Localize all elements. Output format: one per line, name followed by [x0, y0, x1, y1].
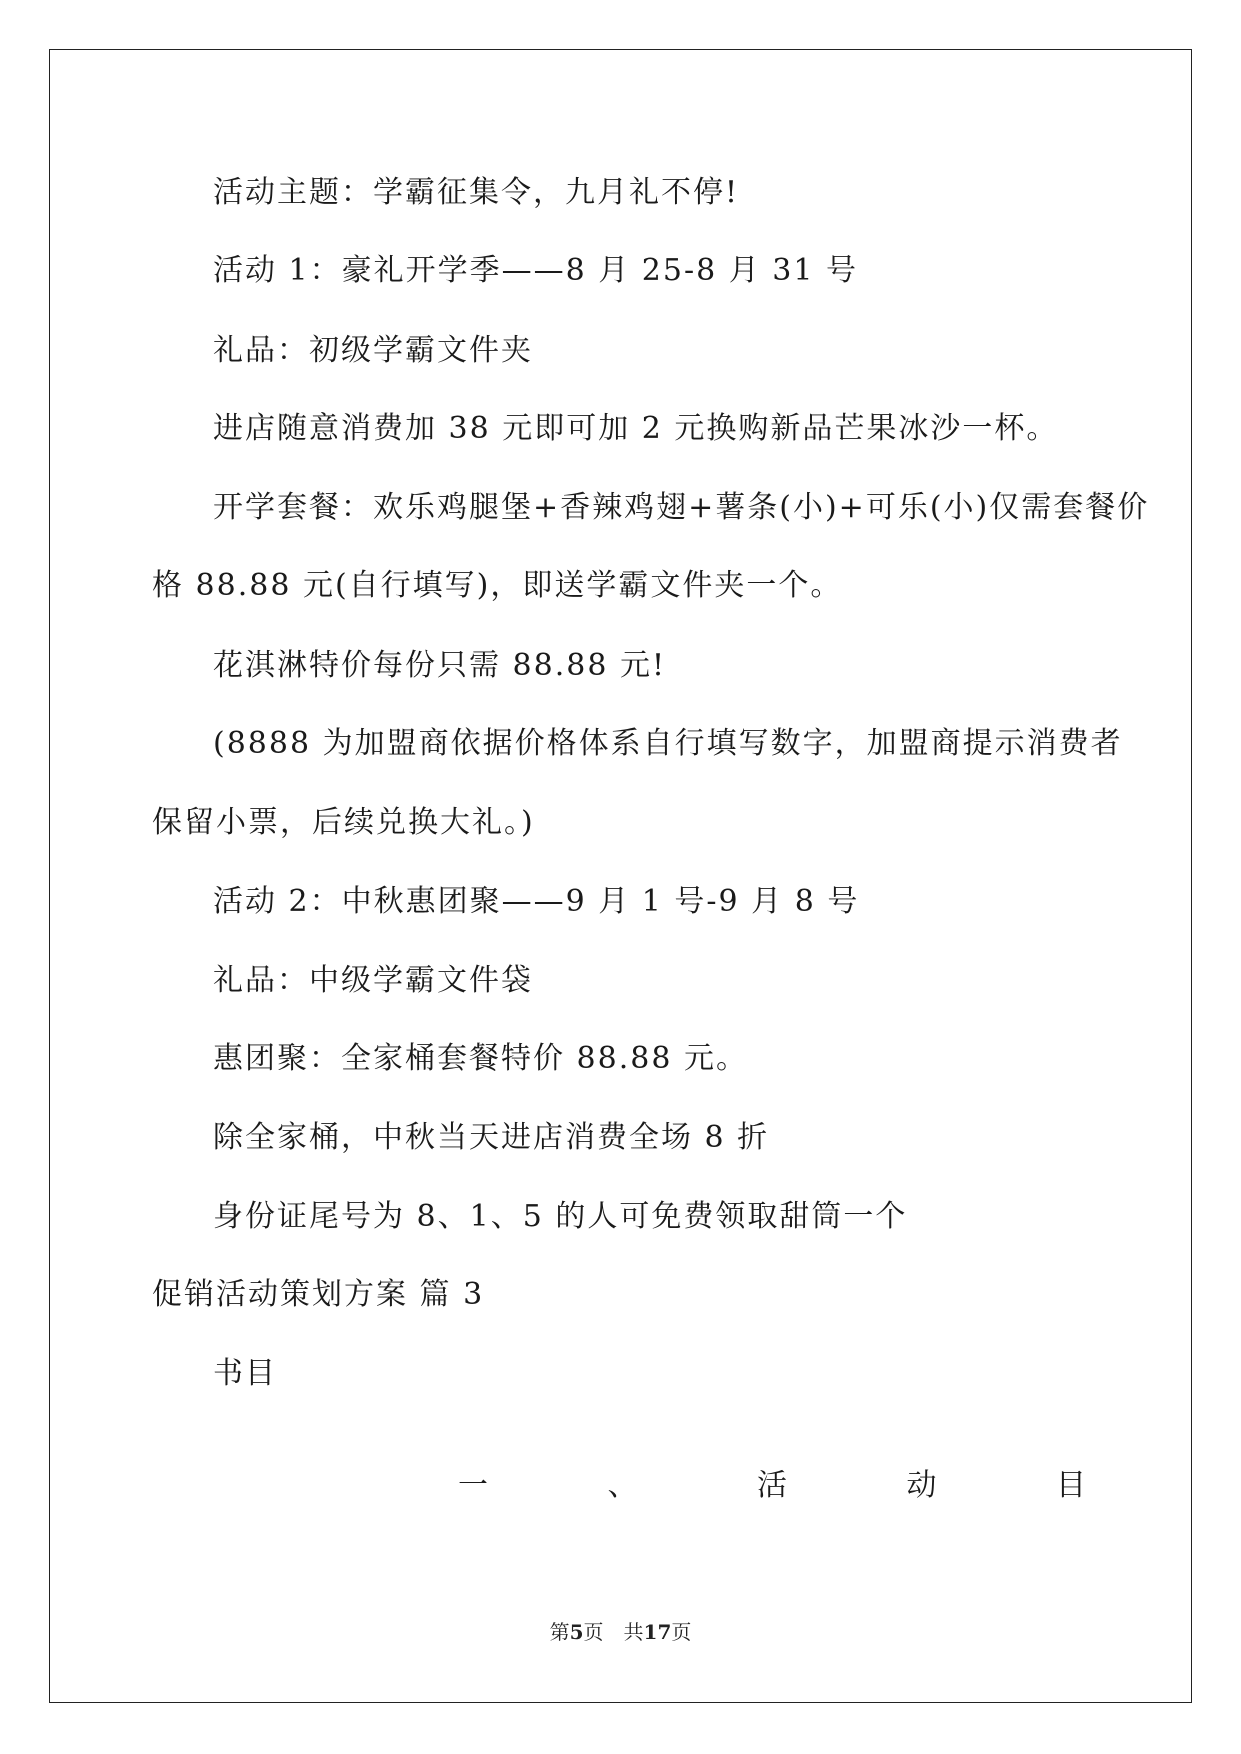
franchise-note-line: (8888 为加盟商依据价格体系自行填写数字，加盟商提示消费者 — [213, 726, 1123, 761]
footer-mid: 页 共 — [583, 1620, 644, 1644]
contents-label: 书目 — [213, 1356, 277, 1391]
spread-heading-char: 活 — [757, 1468, 787, 1503]
spread-heading-char: 目 — [1056, 1468, 1086, 1503]
footer-suffix: 页 — [671, 1620, 692, 1644]
family-bucket-line: 惠团聚：全家桶套餐特价 88.88 元。 — [213, 1041, 748, 1076]
activity-theme-line: 活动主题：学霸征集令，九月礼不停! — [213, 175, 740, 210]
school-set-line-cont: 格 88.88 元(自行填写)，即送学霸文件夹一个。 — [152, 568, 843, 603]
total-page-number: 17 — [643, 1620, 672, 1644]
franchise-note-line-cont: 保留小票，后续兑换大礼。) — [152, 805, 535, 840]
activity-1-heading: 活动 1：豪礼开学季——8 月 25-8 月 31 号 — [213, 253, 858, 288]
page-footer — [0, 1620, 1241, 1644]
page-border — [49, 49, 1192, 1703]
spread-heading-char: 、 — [607, 1468, 638, 1503]
id-card-line: 身份证尾号为 8、1、5 的人可免费领取甜筒一个 — [213, 1199, 908, 1234]
gift-1-line: 礼品：初级学霸文件夹 — [213, 333, 533, 368]
gift-2-line: 礼品：中级学霸文件袋 — [213, 963, 533, 998]
purchase-offer-line: 进店随意消费加 38 元即可加 2 元换购新品芒果冰沙一杯。 — [213, 411, 1059, 446]
spread-heading-char: 一 — [458, 1468, 488, 1503]
current-page-number: 5 — [569, 1620, 584, 1644]
school-set-line: 开学套餐：欢乐鸡腿堡+香辣鸡翅+薯条(小)+可乐(小)仅需套餐价 — [213, 490, 1150, 525]
footer-prefix: 第 — [549, 1620, 570, 1644]
spread-heading — [152, 1468, 1086, 1504]
section-title: 促销活动策划方案 篇 3 — [152, 1277, 485, 1312]
discount-line: 除全家桶，中秋当天进店消费全场 8 折 — [213, 1120, 770, 1155]
activity-2-heading: 活动 2：中秋惠团聚——9 月 1 号-9 月 8 号 — [213, 884, 860, 919]
spread-heading-char: 动 — [906, 1468, 937, 1503]
ice-cream-line: 花淇淋特价每份只需 88.88 元! — [213, 648, 667, 683]
